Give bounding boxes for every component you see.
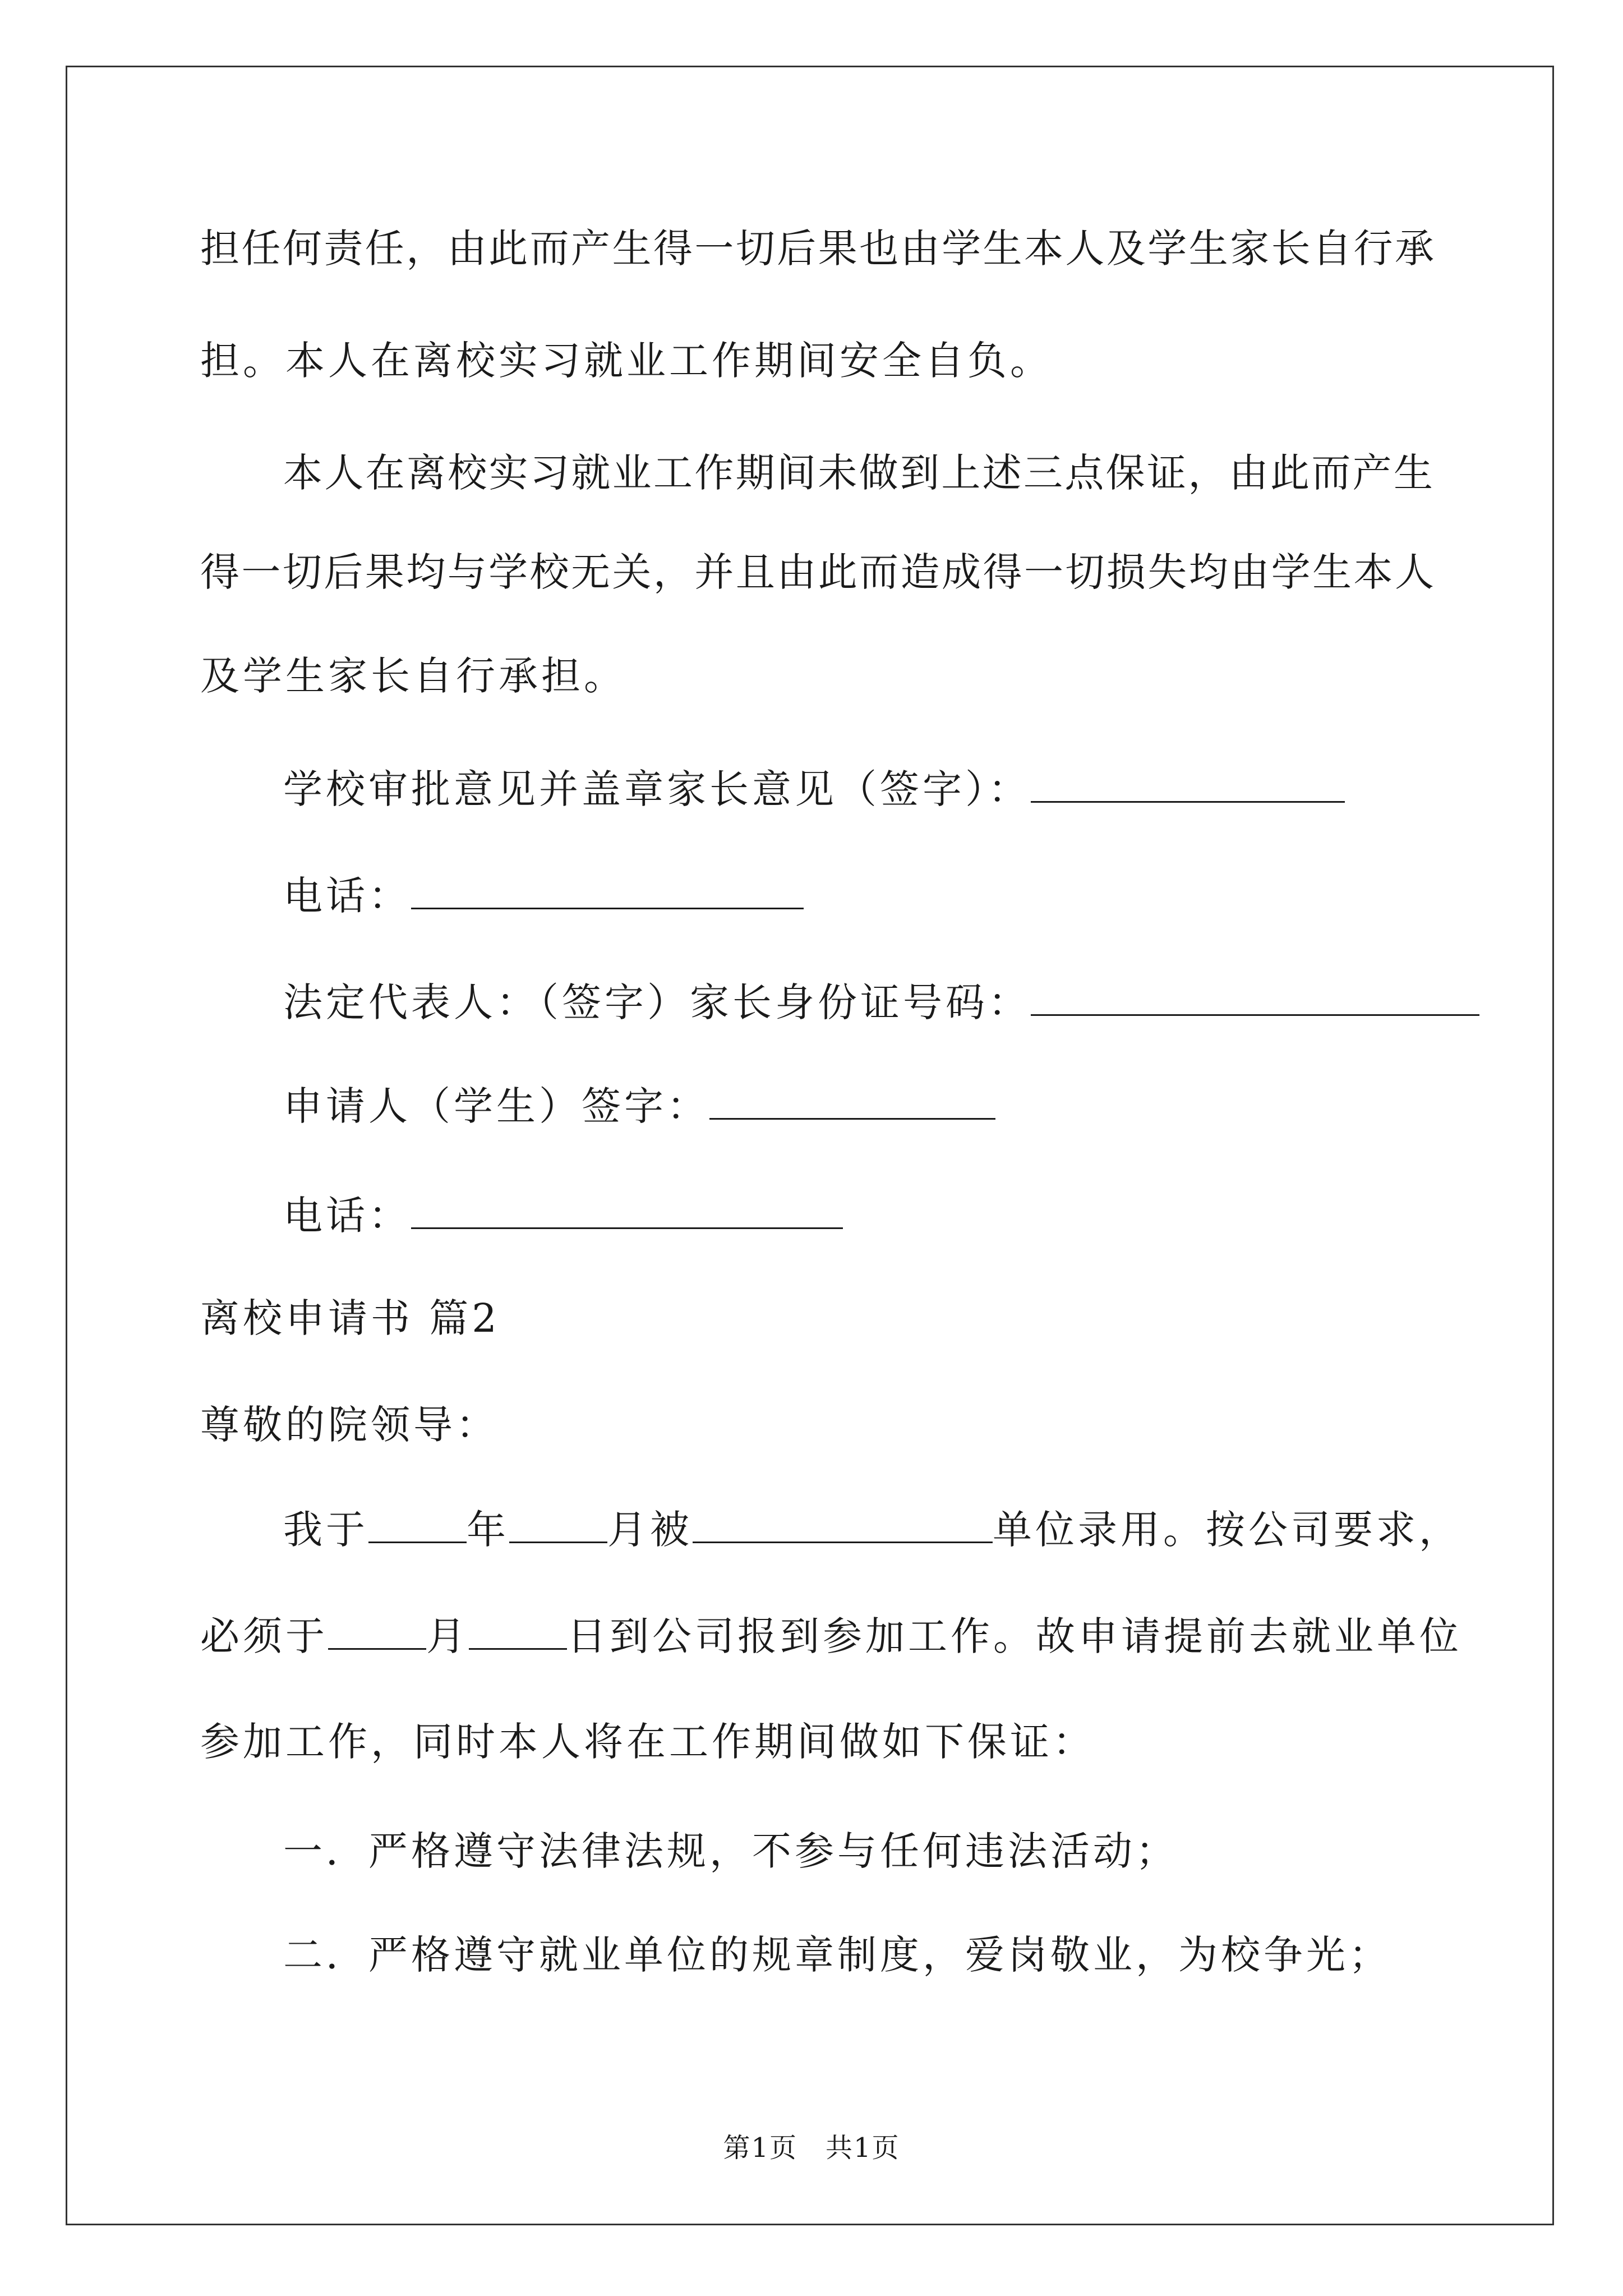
legal-rep-label: 法定代表人：（签字）家长身份证号码： [283,979,1031,1025]
phone-blank-2[interactable] [411,1195,843,1229]
phone-blank[interactable] [411,875,804,909]
report-day-blank[interactable] [469,1616,567,1650]
section-heading: 离校申请书 篇2 [200,1295,500,1341]
text-line: 参加工作，同时本人将在工作期间做如下保证： [200,1719,1095,1765]
text-line: 担。本人在离校实习就业工作期间安全自负。 [200,338,1053,384]
text-fragment: 月被 [607,1507,693,1553]
text-fragment: 我于 [283,1507,368,1553]
applicant-label: 申请人（学生）签字： [283,1083,709,1129]
text-fragment: 月 [426,1613,469,1659]
pledge-item-1: 一．严格遵守法律法规，不参与任何违法活动； [283,1828,1178,1874]
text-fragment: 日到公司报到参加工作。故申请提前去就业单位 [567,1613,1462,1659]
id-number-blank[interactable] [1031,982,1479,1016]
applicant-line [283,1083,995,1129]
page-border [66,66,1554,2225]
month-blank[interactable] [509,1509,607,1543]
report-month-blank[interactable] [328,1616,426,1650]
phone-label: 电话： [283,873,411,919]
employment-line [283,1507,1461,1553]
text-line: 得一切后果均与学校无关，并且由此而造成得一切损失均由学生本人 [200,549,1434,595]
phone-line-2 [283,1193,843,1239]
phone-line [283,873,804,919]
text-line: 本人在离校实习就业工作期间未做到上述三点保证，由此而产生 [283,450,1433,496]
year-blank[interactable] [368,1509,467,1543]
employer-blank[interactable] [693,1509,993,1543]
text-fragment: 必须于 [200,1613,328,1659]
pledge-item-2: 二．严格遵守就业单位的规章制度，爱岗敬业，为校争光； [283,1932,1391,1978]
school-approval-line [283,766,1345,812]
text-line: 及学生家长自行承担。 [200,653,626,699]
applicant-signature-blank[interactable] [709,1085,995,1120]
report-date-line [200,1613,1462,1659]
parent-signature-blank[interactable] [1031,769,1345,803]
text-fragment: 年 [467,1507,509,1553]
phone-label: 电话： [283,1193,411,1239]
text-fragment: 单位录用。按公司要求， [993,1507,1461,1553]
page-footer: 第1页 共1页 [723,2132,900,2164]
text-line: 担任何责任，由此而产生得一切后果也由学生本人及学生家长自行承 [200,226,1434,272]
salutation: 尊敬的院领导： [200,1402,499,1448]
school-approval-label: 学校审批意见并盖章家长意见（签字）： [283,766,1031,812]
legal-rep-line [283,979,1479,1025]
